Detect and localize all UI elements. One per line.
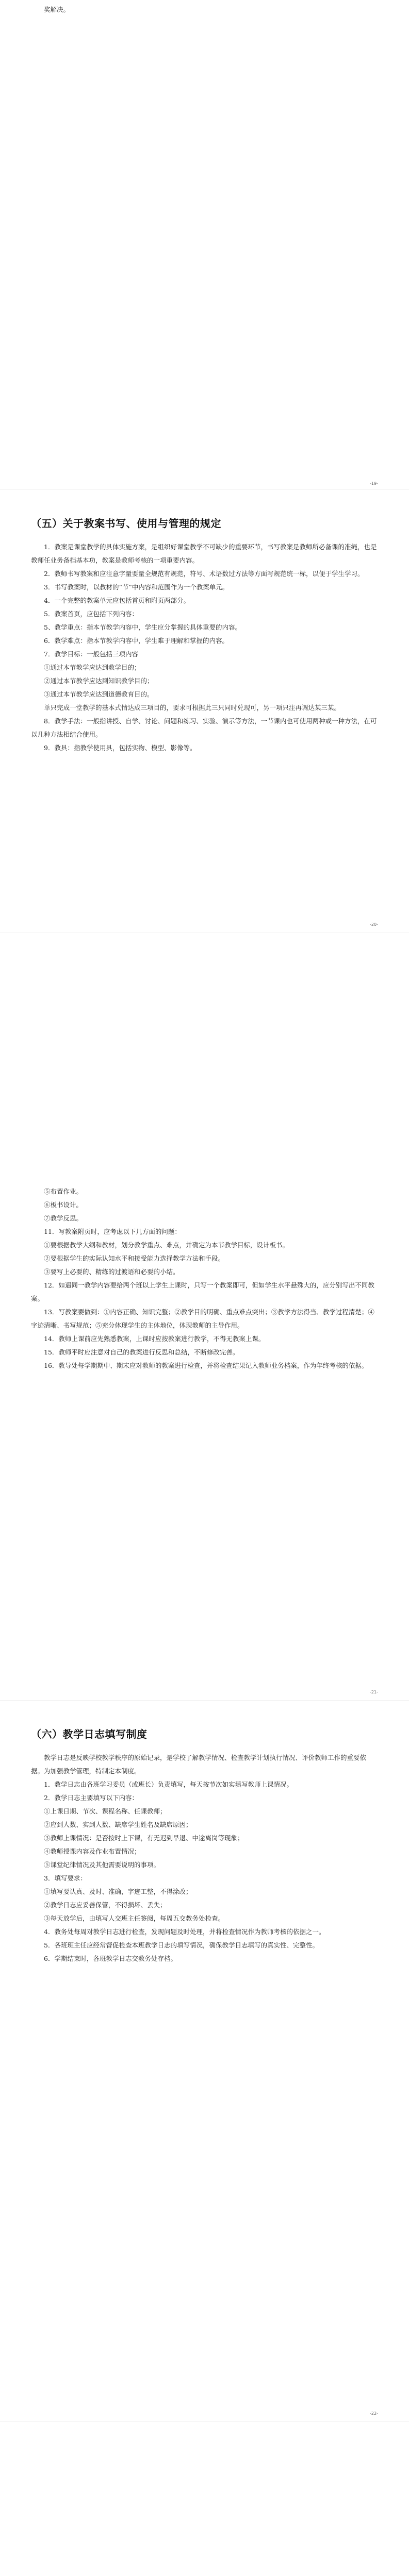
paragraph: 5．教案首页，应包括下列内容： [44,610,138,618]
paragraph: 单只完成一堂教学的基本式情达成三项目的，要求可根据此三只同时兑现可，另一项只注再调达某三某。 [44,704,341,711]
paragraph: 16．教导处每学期期中、期末应对教师的教案进行检查，并将检查结果记入教师业务档案，作为年终考核的依据。 [44,1362,368,1369]
page-divider [0,1700,409,1701]
section-6 [0,1726,409,1965]
section1-tail [0,3,409,16]
section-5 [0,515,409,755]
paragraph: ⑥板书设计。 [44,1201,83,1209]
paragraph: ①要根据教学大纲和教材，划分教学重点、难点，并确定为本节教学目标，设计板书。 [44,1241,289,1249]
paragraph: 12．如遇同一教学内容要给两个班以上学生上课时，只写一个教案即可，但如学生水平悬殊大的，应分别写出不同教案。 [31,1281,374,1302]
paragraph: ⑤布置作业。 [44,1188,83,1195]
paragraph: ③要写上必要的、精练的过渡语和必要的小结。 [44,1268,179,1276]
paragraph: ②应到人数、实到人数、缺席学生姓名及缺席原因； [44,1821,192,1828]
paragraph: 1．教学日志由各班学习委员（或班长）负责填写，每天按节次如实填写教师上课情况。 [44,1781,293,1788]
paragraph: 15．教师平时应注意对自己的教案进行反思和总结，不断修改完善。 [44,1348,239,1356]
paragraph: 奖解决。 [44,6,70,13]
paragraph: 3．填写要求： [44,1874,87,1882]
paragraph: ①通过本节教学应达到教学目的； [44,664,141,671]
paragraph: 4．教务处每周对教学日志进行检查，发现问题及时处理，并将检查情况作为教师考核的依据之一。 [44,1928,325,1936]
paragraph: 5、教学重点：指本节教学内容中，学生应分掌握的具体重要的内容。 [44,623,241,631]
paragraph: 8．教学手法：一般指讲授、自学、讨论、问题和练习、实验、演示等方法，一节课内也可使用两种或一种方法，在可以几种方法相结合使用。 [31,717,377,738]
paragraph: 13．写教案要做到：①内容正确、知识完整；②教学目的明确、重点难点突出；③教学方法得当、教学过程清楚；④字迹清晰、书写规范；⑤充分体现学生的主体地位，体现教师的主导作用。 [31,1308,374,1329]
paragraph: ⑦教学反思。 [44,1214,83,1222]
page-number: -19- [370,481,378,486]
paragraph: 4．一个完整的教案单元应包括首页和附页两部分。 [44,597,190,604]
paragraph: 教学日志是反映学校教学秩序的原始记录，是学校了解教学情况、检查教学计划执行情况、评价教师工作的重要依据。为加强教学管理，特制定本制度。 [31,1754,367,1775]
paragraph: ③通过本节教学应达到道德教育目的。 [44,690,154,698]
section-5-continued [0,1185,409,1372]
paragraph: ②要根据学生的实际认知水平和接受能力选择教学方法和手段。 [44,1255,225,1262]
paragraph: ③每天放学后，由填写人交班主任签阅，每周五交教务处检查。 [44,1914,225,1922]
paragraph: 3．书写教案时，以教材的“节”中内容和范围作为一个教案单元。 [44,583,229,591]
paragraph: 7．教学目标：一般包括三项内容 [44,650,138,658]
paragraph: 6．教学难点：指本节教学内容中，学生难于理解和掌握的内容。 [44,637,228,645]
paragraph: 14．教师上课前应先熟悉教案，上课时应按教案进行教学，不得无教案上课。 [44,1335,265,1343]
paragraph: 2．教学日志主要填写以下内容： [44,1794,138,1802]
section-5-paragraphs-a [31,540,378,755]
page-number: -21- [370,1690,378,1694]
section-heading: （五）关于教案书写、使用与管理的规定 [31,517,221,530]
page-divider [0,2421,409,2422]
page-divider [0,489,409,490]
paragraph: 11．写教案附页时，应考虑以下几方面的问题： [44,1228,181,1235]
paragraph: 9．教具：指教学使用具，包括实物、模型、影像等。 [44,744,197,752]
paragraph: 6．学期结束时，各班教学日志交教务处存档。 [44,1955,177,1962]
page-number: -22- [370,2411,378,2416]
paragraph: ②教学日志应妥善保管，不得损坏、丢失； [44,1901,167,1909]
paragraph: ④教师授课内容及作业布置情况； [44,1848,141,1855]
paragraph: 5．各班班主任应经常督促检查本班教学日志的填写情况，确保教学日志填写的真实性、完整性。 [44,1941,319,1949]
paragraph: 1．教案是课堂教学的具体实施方案，是组织好课堂教学不可缺少的重要环节，书写教案是教师所必备课的准绳，也是教师任业务备档基本功，教案是教师考核的一项重要内容。 [31,543,377,564]
paragraph: ②通过本节教学应达到知识教学目的； [44,677,154,685]
section-heading: （六）教学日志填写制度 [31,1728,148,1740]
page-number: -20- [370,922,378,927]
paragraph: ③教师上课情况：是否按时上下课，有无迟到早退、中途离岗等现象； [44,1834,244,1842]
paragraph: ⑤课堂纪律情况及其他需要说明的事项。 [44,1861,160,1869]
paragraph: ①填写要认真、及时、准确，字迹工整，不得涂改； [44,1888,192,1895]
paragraph: 2．教师书写教案和应注意字量要量全规范有规范，符号、术语数过方法等方面写规范统一标，以便于学生学习。 [44,570,364,578]
paragraph: ①上课日期、节次、课程名称、任课教师； [44,1807,167,1815]
